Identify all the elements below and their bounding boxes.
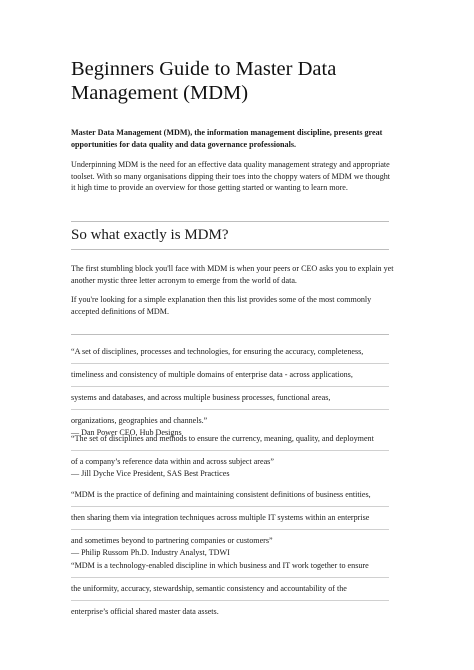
quote-line: and sometimes beyond to partnering companies or customers” [71, 536, 273, 545]
quote-line: enterprise’s official shared master data assets. [71, 607, 219, 616]
quote-block [71, 560, 395, 618]
page-title: Beginners Guide to Master Data Management (MDM) [71, 58, 337, 104]
quote-attribution: — Jill Dyche Vice President, SAS Best Practices [71, 468, 230, 478]
quote-line: systems and databases, and across multiple business processes, functional areas, [71, 392, 389, 410]
quote-block [71, 433, 395, 479]
quote-block [71, 346, 395, 438]
section-divider-top [71, 221, 389, 222]
quote-line: “MDM is a technology-enabled discipline in which business and IT work together to ensure [71, 560, 389, 578]
quote-line: organizations, geographies and channels.” [71, 416, 208, 425]
quotes-divider [71, 334, 389, 335]
quote-line: “A set of disciplines, processes and technologies, for ensuring the accuracy, completeness, [71, 346, 389, 364]
quote-line: timeliness and consistency of multiple domains of enterprise data - across applications, [71, 369, 389, 387]
definition-intro-paragraph: The first stumbling block you'll face with MDM is when your peers or CEO asks you to explain yet another mystic three letter acronym to emerge from the world of data. [71, 264, 394, 285]
quote-attribution: — Dan Power CEO, Hub Designs [71, 427, 182, 437]
quote-attribution: — Philip Russom Ph.D. Industry Analyst, TDWI [71, 547, 230, 557]
quote-line: of a company’s reference data within and across subject areas” [71, 457, 274, 466]
quote-block [71, 489, 395, 558]
quote-line: “MDM is the practice of defining and maintaining consistent definitions of business entities, [71, 489, 389, 507]
section-heading: So what exactly is MDM? [71, 227, 229, 243]
quote-line: “The set of disciplines and methods to ensure the currency, meaning, quality, and deployment [71, 433, 389, 451]
section-divider-bottom [71, 249, 389, 250]
quote-line: then sharing them via integration techniques across multiple IT systems within an enterprise [71, 512, 389, 530]
quote-line: the uniformity, accuracy, stewardship, semantic consistency and accountability of the [71, 583, 389, 601]
intro-paragraph: Underpinning MDM is the need for an effective data quality management strategy and appropriate toolset. With so many organisations dipping their toes into the choppy waters of MDM we thought it high time to provide an overview for those getting started or wanting to learn more. [71, 160, 391, 192]
lead-paragraph: Master Data Management (MDM), the information management discipline, presents great opportunities for data quality and data governance professionals. [71, 128, 383, 149]
definition-list-paragraph: If you're looking for a simple explanation then this list provides some of the most commonly accepted definitions of MDM. [71, 295, 372, 316]
